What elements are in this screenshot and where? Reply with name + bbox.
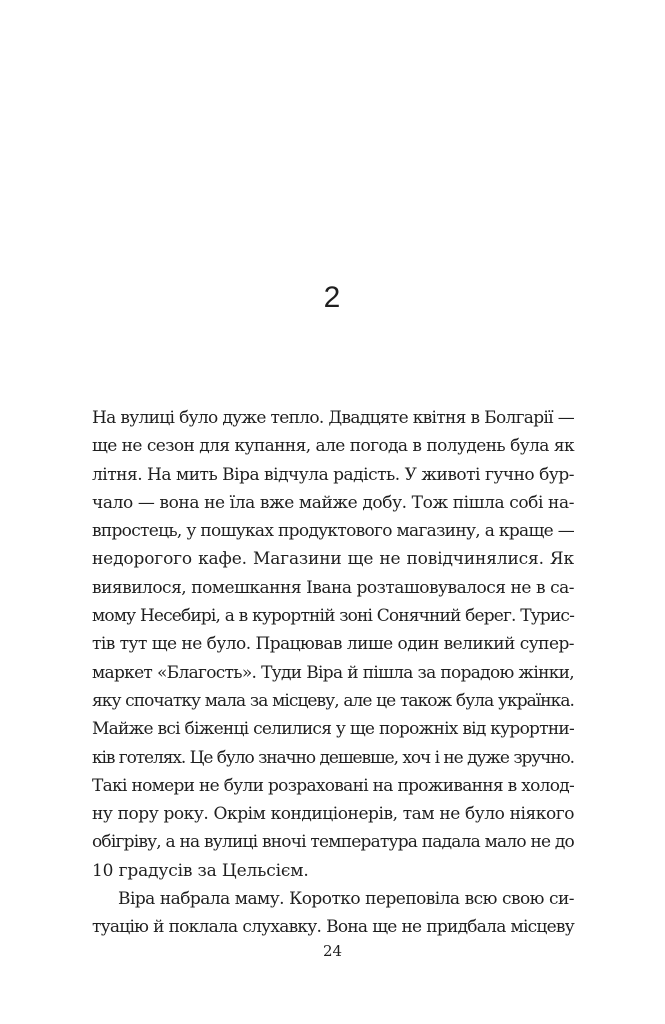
text-line: 10 градусів за Цельсієм. (92, 860, 309, 881)
text-line: мому Несебирі, а в курортній зоні Сонячний берег. Турис- (92, 606, 574, 627)
text-line: Віра набрала маму. Коротко переповіла всю свою си- (118, 889, 574, 910)
text-line: чало — вона не їла вже майже добу. Тож пішла собі на- (92, 492, 575, 513)
paragraph-2 (92, 885, 574, 942)
text-line: ще не сезон для купання, але погода в полудень була як (92, 436, 574, 457)
page-number: 24 (322, 942, 343, 960)
text-line: На вулиці було дуже тепло. Двадцяте квітня в Болгарії — (92, 408, 574, 428)
text-line: туацію й поклала слухавку. Вона ще не придбала місцеву (92, 917, 574, 938)
text-line: Такі номери не були розраховані на проживання в холод- (92, 775, 575, 796)
text-line: яку спочатку мала за місцеву, але це також була українка. (92, 690, 574, 711)
text-line: тів тут ще не було. Працював лише один великий супер- (92, 634, 574, 655)
text-line: ну пору року. Окрім кондиціонерів, там не було ніякого (92, 804, 574, 825)
text-line: впростець, у пошуках продуктового магазину, а краще — (92, 521, 574, 542)
text-line: маркет «Благость». Туди Віра й пішла за порадою жінки, (92, 662, 574, 683)
text-line: Майже всі біженці селилися у ще порожніх від курортни- (92, 719, 574, 740)
paragraph-1 (92, 404, 574, 885)
text-line: обігріву, а на вулиці вночі температура падала мало не до (92, 832, 574, 853)
body-text (92, 404, 574, 942)
text-line: недорогого кафе. Магазини ще не повідчинялися. Як (92, 549, 574, 570)
text-line: ків готелях. Це було значно дешевше, хоч і не дуже зручно. (92, 747, 574, 768)
chapter-number: 2 (323, 281, 342, 314)
text-line: літня. На мить Віра відчула радість. У животі гучно бур- (92, 464, 574, 485)
text-line: виявилося, помешкання Івана розташовувалося не в са- (92, 577, 574, 598)
